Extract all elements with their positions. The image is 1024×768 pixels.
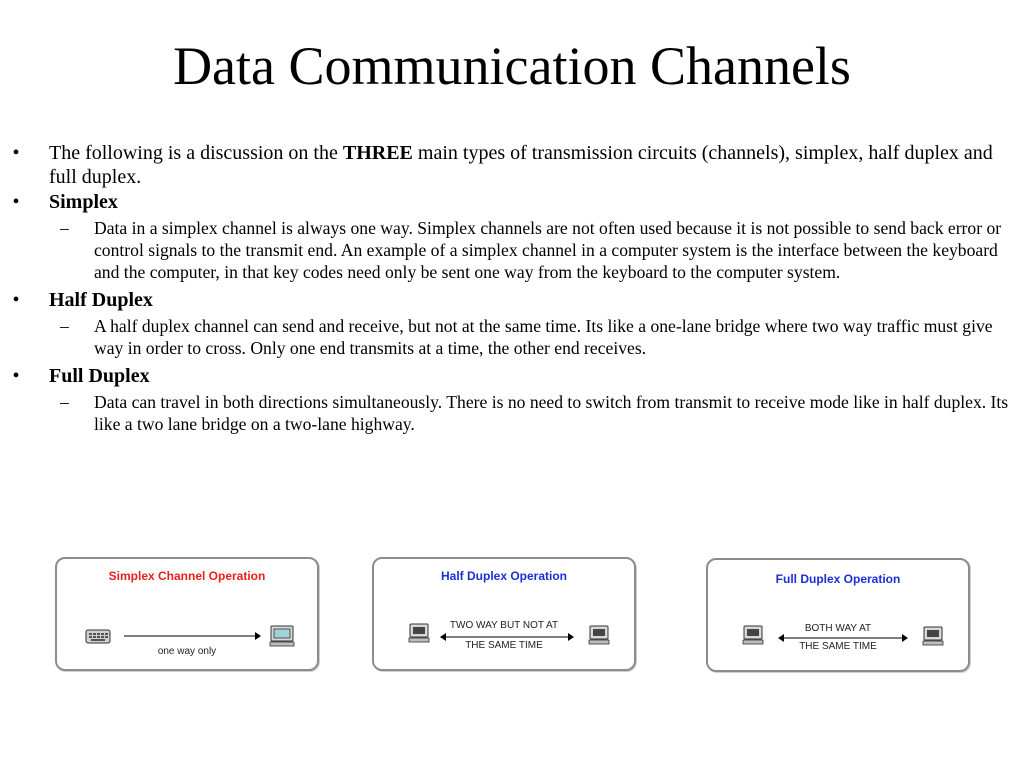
- section-text-full-duplex: [10, 391, 1014, 435]
- bullet-marker: •: [12, 142, 20, 164]
- computer-icon: [269, 625, 295, 647]
- simplex-label: one way only: [157, 646, 217, 657]
- heading-full-duplex: Full Duplex: [49, 365, 150, 387]
- bullet-marker: •: [12, 289, 20, 311]
- sub-bullet-marker: –: [60, 392, 69, 412]
- full-duplex-label-top: BOTH WAY AT: [804, 623, 872, 634]
- half-duplex-diagram: [372, 557, 636, 671]
- half-duplex-description: A half duplex channel can send and receive, but not at the same time. Its like a one-lane bridge where two way traffic must give way in order to cross. Only one end transmits at a time, the other end receives.: [94, 316, 993, 358]
- heading-half-duplex: Half Duplex: [49, 289, 153, 311]
- section-text-half-duplex: [10, 315, 1014, 359]
- keyboard-icon: [85, 627, 111, 645]
- simplex-diagram-title: Simplex Channel Operation: [108, 569, 266, 583]
- full-duplex-description: Data can travel in both directions simultaneously. There is no need to switch from transmit to receive mode like in half duplex. Its like a two lane bridge on a two-lane highway.: [94, 392, 1009, 434]
- intro-bullet: [10, 141, 1014, 189]
- heading-simplex: Simplex: [49, 191, 118, 213]
- slide-title: Data Communication Channels: [173, 36, 851, 96]
- section-heading-simplex: [10, 190, 1014, 214]
- section-text-simplex: [10, 217, 1014, 283]
- section-heading-full-duplex: [10, 364, 1014, 388]
- half-duplex-label-bottom: THE SAME TIME: [465, 640, 543, 651]
- bullet-marker: •: [12, 191, 20, 213]
- intro-text-start: The following is a discussion on the: [49, 142, 343, 164]
- section-heading-half-duplex: [10, 288, 1014, 312]
- sub-bullet-marker: –: [60, 316, 69, 336]
- intro-text-end: main types of transmission circuits (channels), simplex, half duplex and full duplex.: [49, 142, 993, 188]
- full-duplex-label-bottom: THE SAME TIME: [799, 641, 877, 652]
- computer-icon-right: [588, 625, 610, 645]
- intro-text-bold: THREE: [342, 142, 413, 164]
- sub-bullet-marker: –: [60, 218, 69, 238]
- full-duplex-diagram-title: Full Duplex Operation: [775, 572, 901, 586]
- simplex-diagram: [55, 557, 319, 671]
- one-way-arrow: [123, 631, 261, 641]
- half-duplex-label-top: TWO WAY BUT NOT AT: [449, 620, 559, 631]
- simplex-description: Data in a simplex channel is always one way. Simplex channels are not often used because it is not possible to send back error or control signals to the transmit end. An example of a simplex channel in a computer system is the interface between the keyboard and the computer, in that key codes need only be sent one way from the keyboard to the computer system.: [94, 218, 1002, 282]
- full-duplex-diagram: [706, 558, 970, 672]
- slide-body: [10, 141, 1014, 435]
- half-duplex-diagram-title: Half Duplex Operation: [440, 569, 568, 583]
- bullet-marker: •: [12, 365, 20, 387]
- computer-icon-right: [922, 626, 944, 646]
